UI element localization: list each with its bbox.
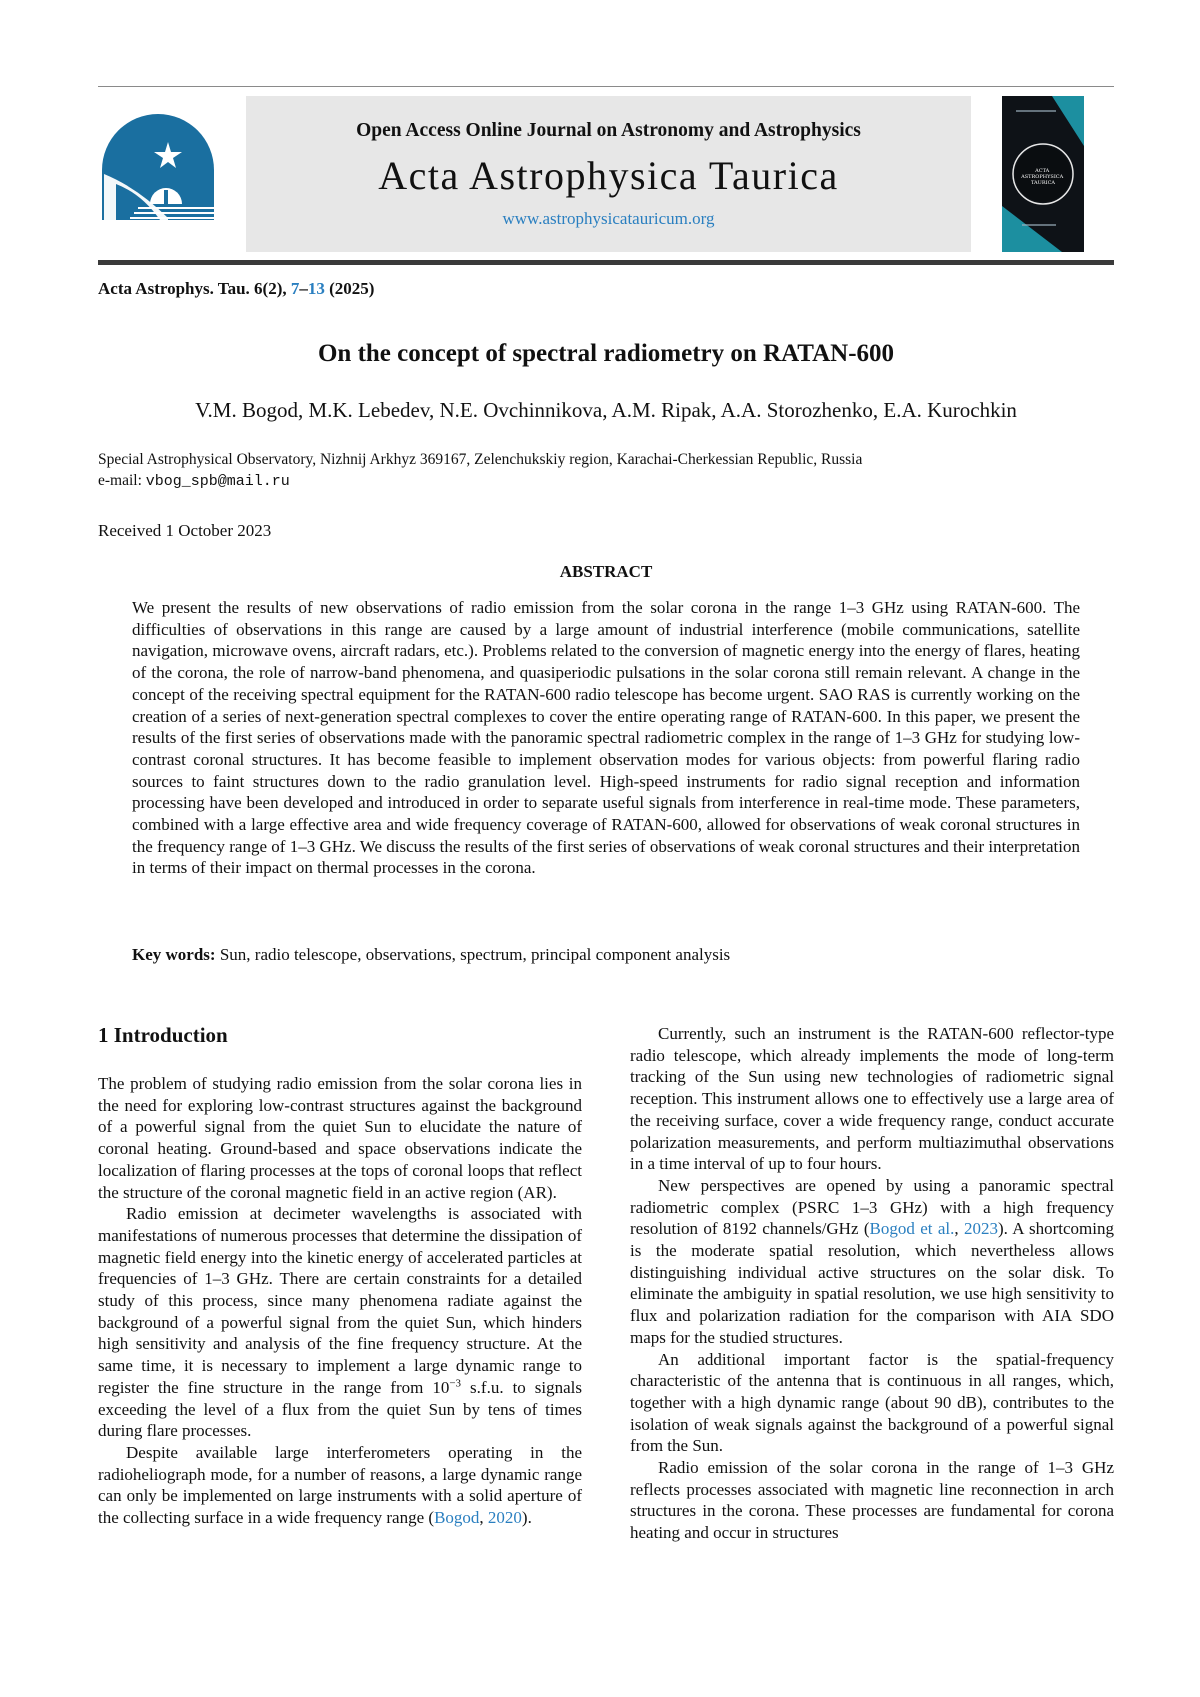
citation-dash: – [299,279,308,298]
ref-link-2020[interactable]: 2020 [487,1508,522,1528]
ref-link-2023[interactable]: 2023 [963,1219,998,1239]
section-heading-introduction: 1 Introduction [98,1023,228,1047]
observatory-logo-icon [98,108,218,220]
journal-subtitle: Open Access Online Journal on Astronomy and Astrophysics [356,120,861,141]
ref-link-bogod[interactable]: Bogod [434,1508,480,1528]
intro-paragraph-1: The problem of studying radio emission from the solar corona lies in the need for exploring low-contrast structures against the background of a powerful signal from the quiet Sun to elucidate the nature of coronal heating. Ground-based and space observations indicate the localization of flaring processes at the tops of coronal loops that reflect the structure of the coronal magnetic field in an active region (AR). [98,1074,582,1202]
cover-title-text: ACTA ASTROPHYSICA TAURICA [1021,168,1064,186]
intro-paragraph-7: Radio emission of the solar corona in the range of 1–3 GHz reflects processes associated with magnetic line reconnection in arch structures in the corona. These processes are fundamental for corona heating and occur in structures [630,1458,1114,1543]
journal-banner [246,96,971,252]
citation-prefix: Acta Astrophys. Tau. 6(2), [98,279,291,298]
left-column [98,1073,582,1529]
email-address[interactable]: vbog_spb@mail.ru [145,473,290,490]
journal-title: Acta Astrophysica Taurica [378,153,839,198]
intro-p2-text-b: s.f.u. to signals exceeding the level of a flux from the quiet Sun by tens of times during flare processes. [98,1377,582,1441]
intro-r2-text-b: ). A shortcoming is the moderate spatial resolution, which nevertheless allows distinguishing individual active structures on the solar disk. To eliminate the ambiguity in spatial resolution, we use high sensitivity to flux and polarization radiation for the comparison with AIA SDO maps for the studied structures. [630,1219,1114,1347]
citation-year: (2025) [324,279,375,298]
ref-sep-2: , [954,1219,964,1239]
intro-p2-text-a: Radio emission at decimeter wavelengths is associated with manifestations of numerous processes that determine the dissipation of magnetic field energy into the kinetic energy of accelerated particles at frequencies of 1–3 GHz. There are certain constraints for a detailed study of this process, since many phenomena radiate against the background of a powerful signal from the quiet Sun, which hinders high sensitivity and analysis of the fine frequency structure. At the same time, it is necessary to implement a large dynamic range to register the fine structure in the range from 10 [98,1204,582,1397]
intro-paragraph-6: An additional important factor is the spatial-frequency characteristic of the antenna that is continuous in all ranges, which, together with a high dynamic range (about 90 dB), contributes to the isolation of weak signals against the background of a powerful signal from the Sun. [630,1349,1114,1456]
header-rule [98,260,1114,265]
keywords-line [132,945,730,965]
exponent: −3 [449,1377,462,1390]
intro-paragraph-4: Currently, such an instrument is the RATAN-600 reflector-type radio telescope, which already implements the mode of long-term tracking of the Sun using new technologies of radiometric signal reception. This instrument allows one to effectively use a large area of the receiving surface, cover a wide frequency range, conduct accurate polarization measurements, and perform multiazimuthal observations in a time interval of up to four hours. [630,1024,1114,1174]
abstract-text: We present the results of new observations of radio emission from the solar corona in the range 1–3 GHz using RATAN-600. The difficulties of observations in this range are caused by a large amount of industrial interference (mobile communications, satellite navigation, microwave ovens, aircraft radars, etc.). Problems related to the conversion of magnetic energy into the energy of flares, heating of the corona, the role of narrow-band phenomena, and quasiperiodic pulsations in the solar corona still remain relevant. A change in the concept of the receiving spectral equipment for the RATAN-600 radio telescope has become urgent. SAO RAS is currently working on the creation of a series of next-generation spectral complexes to cover the entire operating range of RATAN-600. In this paper, we present the results of the first series of observations made with the panoramic spectral radiometric complex in the range of 1–3 GHz for studying low-contrast coronal structures. It has become feasible to implement observation modes for various objects: from powerful flaring radio sources to faint structures down to the radio granulation level. High-speed instruments for radio signal reception and information processing have been developed and introduced in order to separate useful signals from interference in real-time mode. These parameters, combined with a large effective area and wide frequency coverage of RATAN-600, allowed for observations of weak coronal structures in the frequency range of 1–3 GHz. We discuss the results of the first series of observations of weak coronal structures and their interpretation in terms of their impact on thermal processes in the corona. [132,598,1080,878]
top-rule [98,86,1114,87]
affiliation-block [98,449,862,492]
citation-line [98,279,374,299]
intro-paragraph-3 [98,1442,582,1529]
journal-cover-image [1002,96,1084,252]
affiliation: Special Astrophysical Observatory, Nizhnij Arkhyz 369167, Zelenchukskiy region, Karachai-Cherkessian Republic, Russia [98,451,863,468]
received-date: Received 1 October 2023 [98,521,272,540]
abstract-heading: ABSTRACT [559,562,653,581]
keywords-label: Key words: [132,945,216,964]
paper-title: On the concept of spectral radiometry on RATAN-600 [317,340,895,367]
journal-url-link[interactable]: www.astrophysicatauricum.org [502,209,715,228]
intro-p3-text-b: ). [521,1508,532,1528]
intro-paragraph-5 [630,1175,1114,1349]
intro-p3-text-a: Despite available large interferometers operating in the radioheliograph mode, for a number of reasons, a large dynamic range can only be implemented on large instruments with a solid aperture of the collecting surface in a wide frequency range ( [98,1442,582,1528]
page-start-link[interactable]: 7 [290,279,300,298]
intro-paragraph-2 [98,1203,582,1442]
email-line [98,470,862,492]
page-end-link[interactable]: 13 [307,279,325,298]
ref-link-bogod-et-al[interactable]: Bogod et al. [869,1219,955,1239]
intro-r2-text-a: New perspectives are opened by using a panoramic spectral radiometric complex (PSRC 1–3 GHz) with a high frequency resolution of 8192 channels/GHz ( [630,1175,1114,1239]
author-list: V.M. Bogod, M.K. Lebedev, N.E. Ovchinnikova, A.M. Ripak, A.A. Storozhenko, E.A. Kurochkin [195,398,1017,422]
email-label: e-mail: [98,472,146,489]
ref-sep: , [479,1508,488,1528]
keywords-list: Sun, radio telescope, observations, spectrum, principal component analysis [215,945,731,964]
right-column [630,1023,1114,1544]
